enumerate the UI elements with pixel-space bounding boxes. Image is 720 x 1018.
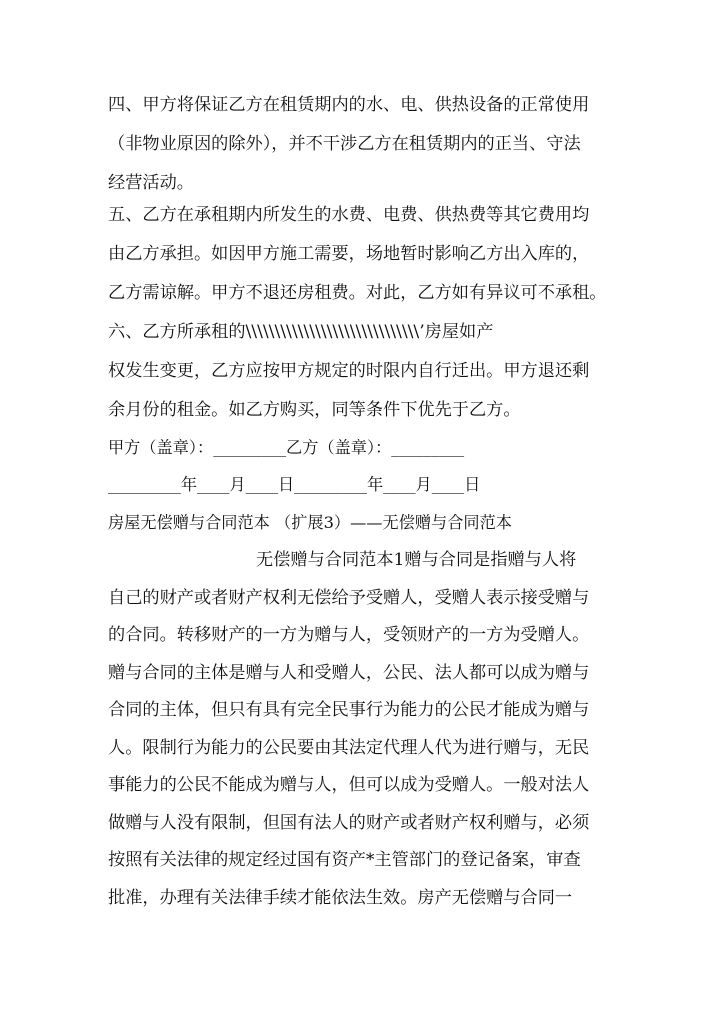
clause-4-line-3: 经营活动。 (108, 173, 194, 193)
body-line-1: 无偿赠与合同范本1赠与合同是指赠与人将 (256, 550, 577, 570)
body-line-8: 做赠与人没有限制，但国有法人的财产或者财产权利赠与，必须 (108, 813, 590, 833)
body-line-7: 事能力的公民不能成为赠与人，但可以成为受赠人。一般对法人 (108, 775, 590, 795)
section-title: 房屋无偿赠与合同范本 （扩展3）——无偿赠与合同范本 (108, 513, 512, 532)
body-line-9: 按照有关法律的规定经过国有资产*主管部门的登记备案，审查 (108, 850, 581, 870)
date-line: _________年____月____日_________年____月____日 (108, 475, 481, 494)
clause-6-line-3: 余月份的租金。如乙方购买，同等条件下优先于乙方。 (108, 400, 521, 420)
body-line-3: 的合同。转移财产的一方为赠与人，受领财产的一方为受赠人。 (108, 625, 590, 645)
body-line-10: 批准，办理有关法律手续才能依法生效。房产无偿赠与合同一 (108, 888, 573, 908)
signature-line: 甲方（盖章）：_________乙方（盖章）：_________ (108, 438, 465, 457)
clause-6-line-2: 权发生变更，乙方应按甲方规定的时限内自行迁出。甲方退还剩 (108, 361, 590, 381)
clause-5-line-1: 五、乙方在承租期内所发生的水费、电费、供热费等其它费用均 (108, 205, 590, 225)
clause-5-line-3: 乙方需谅解。甲方不退还房租费。对此，乙方如有异议可不承租。 (108, 283, 607, 303)
clause-4-line-1: 四、甲方将保证乙方在租赁期内的水、电、供热设备的正常使用 (108, 95, 590, 115)
body-line-6: 人。限制行为能力的公民要由其法定代理人代为进行赠与，无民 (108, 738, 590, 758)
body-line-4: 赠与合同的主体是赠与人和受赠人，公民、法人都可以成为赠与 (108, 663, 590, 683)
clause-4-line-2: （非物业原因的除外），并不干涉乙方在租赁期内的正当、守法 (108, 134, 581, 154)
clause-5-line-2: 由乙方承担。如因甲方施工需要，场地暂时影响乙方出入库的， (108, 244, 590, 264)
body-line-5: 合同的主体，但只有具有完全民事行为能力的公民才能成为赠与 (108, 700, 590, 720)
body-line-2: 自己的财产或者财产权利无偿给予受赠人，受赠人表示接受赠与 (108, 588, 590, 608)
clause-6-line-1: 六、乙方所承租的\\\\\\\\\\\\\\\\\\\\\\\\\\\\\\’房屋如产 (108, 322, 494, 342)
